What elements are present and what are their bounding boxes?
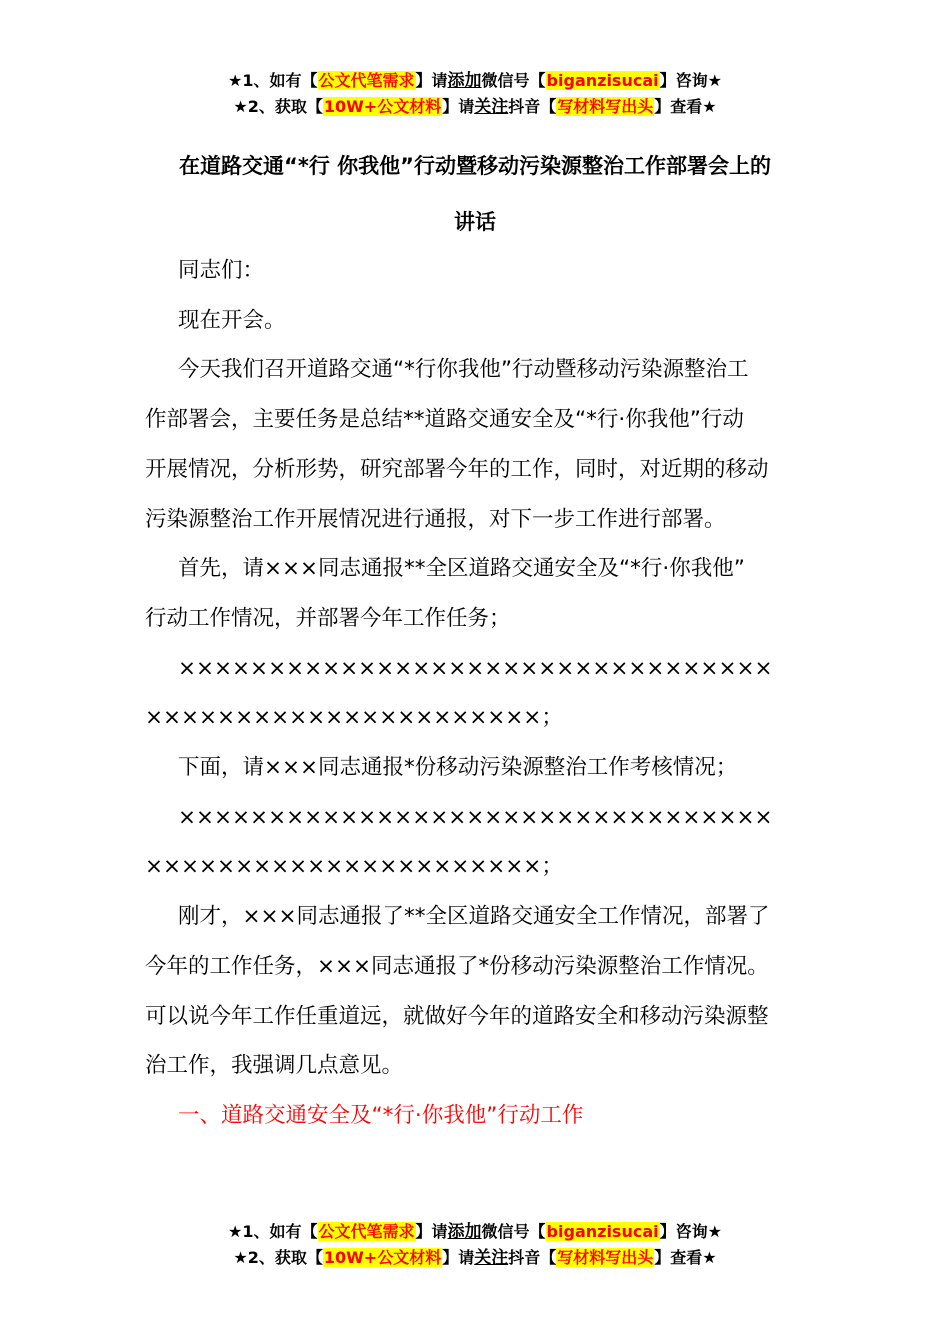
salutation: 同志们： (178, 258, 265, 283)
banner-text: 抖音【 (508, 1248, 557, 1267)
banner-highlight: biganzisucai (546, 1222, 659, 1241)
paragraph-opening: 现在开会。 (178, 307, 286, 333)
banner-text: 微信号【 (481, 71, 546, 90)
paragraph-placeholder-1 (145, 644, 807, 743)
banner-highlight: 10W+公文材料 (323, 1248, 442, 1267)
banner-text: 】请 (442, 1248, 475, 1267)
paragraph-summary (145, 892, 807, 1091)
section-heading-1: 一、道路交通安全及“*行·你我他”行动工作 (178, 1102, 584, 1128)
paragraph-line: 开展情况，分析形势，研究部署今年的工作，同时，对近期的移动 (145, 456, 769, 482)
footer-banner (0, 1219, 950, 1271)
paragraph-line: 刚才，×××同志通报了**全区道路交通安全工作情况，部署了 (178, 904, 770, 930)
paragraph-line: 今年的工作任务，×××同志通报了*份移动污染源整治工作情况。 (145, 953, 769, 979)
paragraph-line: ××××××××××××××××××××××××××××××××× (178, 804, 773, 830)
banner-text: ★2、获取【 (233, 1248, 323, 1267)
paragraph-placeholder-2 (145, 793, 807, 892)
banner-highlight: 公文代笔需求 (318, 71, 415, 90)
banner-emphasis: 关注 (474, 97, 509, 117)
paragraph-purpose (145, 345, 807, 544)
paragraph-line: 治工作，我强调几点意见。 (145, 1053, 404, 1079)
banner-emphasis: 添加 (447, 71, 482, 91)
footer-banner-line-2 (0, 1245, 950, 1271)
banner-text: ★1、如有【 (228, 1222, 318, 1241)
document-body (145, 246, 807, 1141)
banner-text: 微信号【 (481, 1222, 546, 1241)
header-banner-line-1 (0, 68, 950, 94)
banner-text: 】请 (415, 71, 448, 90)
banner-text: ★2、获取【 (233, 97, 323, 116)
banner-highlight: 公文代笔需求 (318, 1222, 415, 1241)
paragraph-line: 今天我们召开道路交通“*行你我他”行动暨移动污染源整治工 (178, 357, 749, 383)
banner-text: ★1、如有【 (228, 71, 318, 90)
paragraph-line: 行动工作情况，并部署今年工作任务； (145, 605, 511, 631)
document-title (145, 138, 805, 250)
paragraph-line: ××××××××××××××××××××××； (145, 854, 563, 880)
banner-text: 】请 (442, 97, 475, 116)
paragraph-line: ××××××××××××××××××××××××××××××××× (178, 655, 773, 681)
title-line-2: 讲话 (454, 210, 496, 234)
banner-highlight: 写材料写出头 (557, 1248, 654, 1267)
paragraph-line: 首先，请×××同志通报**全区道路交通安全及“*行·你我他” (178, 556, 745, 582)
paragraph-line: 污染源整治工作开展情况进行通报，对下一步工作进行部署。 (145, 506, 726, 532)
banner-emphasis: 关注 (474, 1248, 509, 1268)
title-line-1: 在道路交通“*行 你我他”行动暨移动污染源整治工作部署会上的 (179, 154, 771, 178)
banner-highlight: biganzisucai (546, 71, 659, 90)
header-banner-line-2 (0, 94, 950, 120)
paragraph-line: 作部署会，主要任务是总结**道路交通安全及“*行·你我他”行动 (145, 407, 744, 433)
paragraph-line: 可以说今年工作任重道远，就做好今年的道路安全和移动污染源整 (145, 1003, 769, 1029)
paragraph-second-report: 下面，请×××同志通报*份移动污染源整治工作考核情况； (178, 755, 738, 781)
banner-highlight: 写材料写出头 (557, 97, 654, 116)
banner-text: 抖音【 (508, 97, 557, 116)
footer-banner-line-1 (0, 1219, 950, 1245)
banner-text: 】请 (415, 1222, 448, 1241)
header-banner (0, 68, 950, 120)
banner-emphasis: 添加 (447, 1222, 482, 1242)
banner-text: 】咨询★ (659, 71, 722, 90)
banner-text: 】咨询★ (659, 1222, 722, 1241)
paragraph-line: ××××××××××××××××××××××； (145, 705, 563, 731)
banner-text: 】查看★ (654, 97, 717, 116)
paragraph-first-report (145, 544, 807, 643)
banner-text: 】查看★ (654, 1248, 717, 1267)
banner-highlight: 10W+公文材料 (323, 97, 442, 116)
